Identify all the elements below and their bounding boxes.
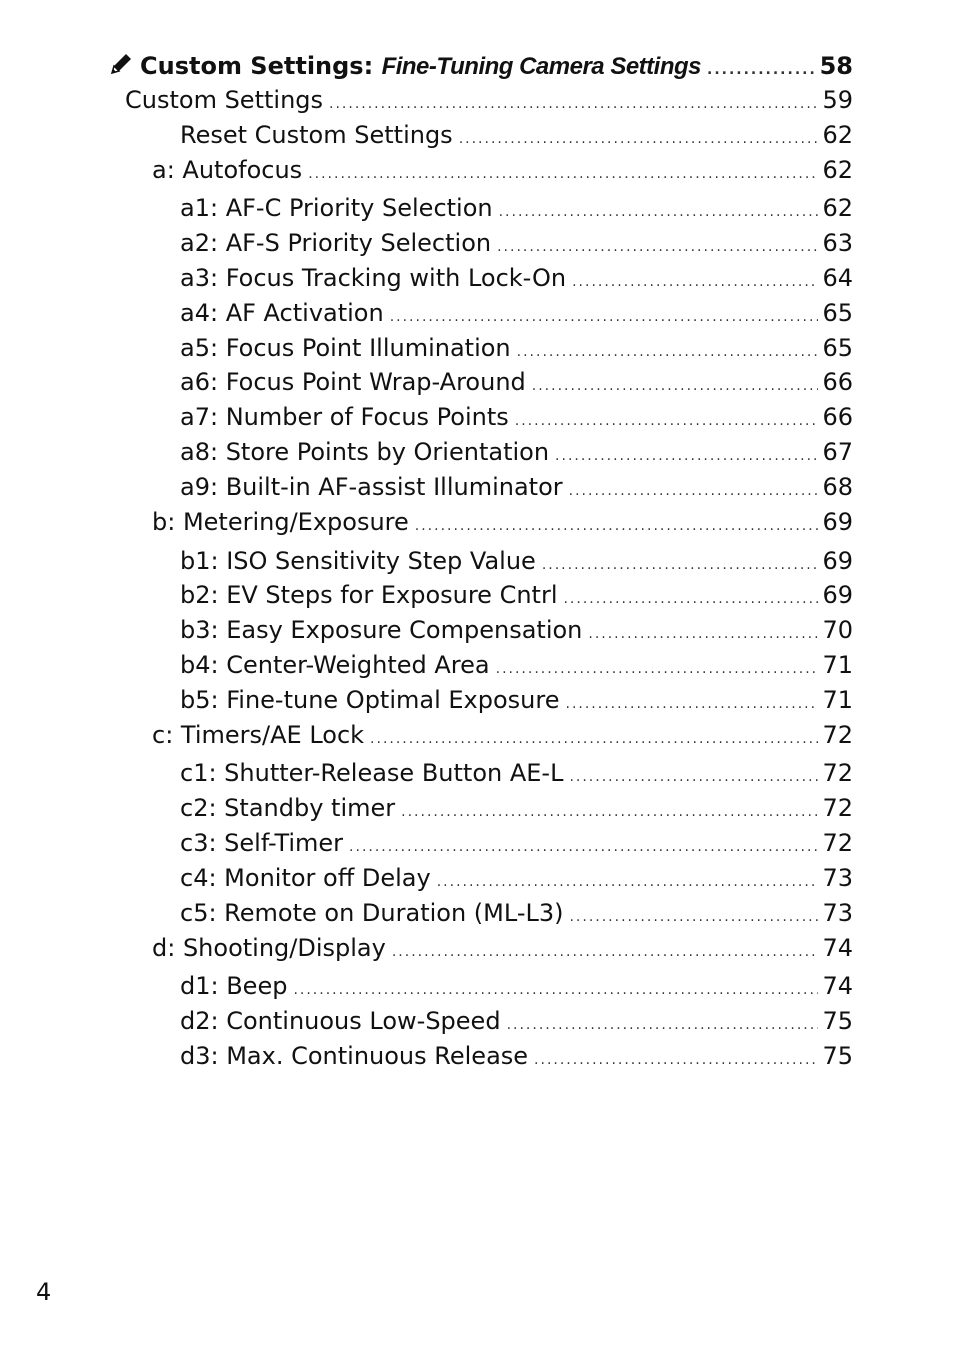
toc-entry[interactable] bbox=[180, 401, 853, 433]
toc-entry-label: b1: ISO Sensitivity Step Value bbox=[180, 547, 536, 575]
toc-entry-label: a7: Number of Focus Points bbox=[180, 403, 509, 431]
dot-leader bbox=[308, 158, 818, 190]
toc-entry[interactable] bbox=[180, 471, 853, 503]
toc-entry-page: 73 bbox=[822, 899, 853, 927]
toc-entry-label: c4: Monitor off Delay bbox=[180, 864, 431, 892]
dot-leader bbox=[707, 54, 816, 86]
toc-entry-page: 73 bbox=[822, 864, 853, 892]
toc-entry-label: a1: AF-C Priority Selection bbox=[180, 194, 493, 222]
toc-entry-label: b3: Easy Exposure Compensation bbox=[180, 616, 583, 644]
toc-entry-page: 70 bbox=[822, 616, 853, 644]
dot-leader bbox=[517, 336, 819, 368]
toc-entry-label: d: Shooting/Display bbox=[152, 934, 386, 962]
chapter-page-number: 58 bbox=[819, 52, 853, 80]
dot-leader bbox=[349, 831, 818, 863]
dot-leader bbox=[569, 475, 819, 507]
toc-entry[interactable] bbox=[180, 684, 853, 716]
toc-entry[interactable] bbox=[180, 649, 853, 681]
toc-entry-label: a: Autofocus bbox=[152, 156, 303, 184]
chapter-subtitle: Fine-Tuning Camera Settings bbox=[381, 53, 701, 80]
dot-leader bbox=[370, 723, 818, 755]
dot-leader bbox=[555, 440, 818, 472]
toc-section[interactable] bbox=[152, 932, 853, 964]
toc-entry-label: a4: AF Activation bbox=[180, 299, 384, 327]
toc-entry-page: 67 bbox=[822, 438, 853, 466]
toc-entry[interactable] bbox=[180, 862, 853, 894]
dot-leader bbox=[507, 1009, 819, 1041]
toc-entry-label: a9: Built-in AF-assist Illuminator bbox=[180, 473, 563, 501]
toc-entry[interactable] bbox=[180, 614, 853, 646]
toc-entry-page: 66 bbox=[822, 368, 853, 396]
toc-entry-page: 72 bbox=[822, 759, 853, 787]
toc-entry-page: 72 bbox=[822, 829, 853, 857]
toc-entry-label: b2: EV Steps for Exposure Cntrl bbox=[180, 581, 558, 609]
dot-leader bbox=[496, 653, 819, 685]
toc-entry-label: a5: Focus Point Illumination bbox=[180, 334, 511, 362]
dot-leader bbox=[569, 761, 818, 793]
toc-entry-page: 69 bbox=[822, 508, 853, 536]
toc-entry-page: 59 bbox=[822, 86, 853, 114]
toc-entry-label: b4: Center-Weighted Area bbox=[180, 651, 490, 679]
toc-entry[interactable] bbox=[180, 297, 853, 329]
toc-entry-page: 64 bbox=[822, 264, 853, 292]
chapter-title: Custom Settings: bbox=[140, 52, 374, 80]
toc-entry-label: c1: Shutter-Release Button AE-L bbox=[180, 759, 564, 787]
toc-entry[interactable] bbox=[180, 332, 853, 364]
toc-entry-page: 74 bbox=[822, 934, 853, 962]
toc-entry-page: 63 bbox=[822, 229, 853, 257]
toc-entry-page: 66 bbox=[822, 403, 853, 431]
dot-leader bbox=[563, 583, 818, 615]
dot-leader bbox=[390, 301, 819, 333]
toc-entry[interactable] bbox=[180, 262, 853, 294]
toc-entry-page: 62 bbox=[822, 156, 853, 184]
dot-leader bbox=[437, 866, 819, 898]
page-number: 4 bbox=[36, 1278, 52, 1306]
toc-entry-page: 62 bbox=[822, 194, 853, 222]
toc-entry-page: 69 bbox=[822, 581, 853, 609]
toc-entry[interactable] bbox=[180, 192, 853, 224]
toc-section[interactable] bbox=[152, 154, 853, 186]
toc-entry-page: 68 bbox=[822, 473, 853, 501]
dot-leader bbox=[392, 936, 819, 968]
toc-entry-label: a6: Focus Point Wrap-Around bbox=[180, 368, 526, 396]
toc-entry-label: b5: Fine-tune Optimal Exposure bbox=[180, 686, 560, 714]
toc-entry-label: c5: Remote on Duration (ML-L3) bbox=[180, 899, 564, 927]
toc-section[interactable] bbox=[152, 506, 853, 538]
toc-entry[interactable] bbox=[180, 827, 853, 859]
toc-entry[interactable] bbox=[180, 119, 853, 151]
pencil-icon bbox=[108, 51, 134, 77]
toc-entry-label: d2: Continuous Low-Speed bbox=[180, 1007, 501, 1035]
dot-leader bbox=[566, 688, 819, 720]
toc-entry[interactable] bbox=[180, 436, 853, 468]
dot-leader bbox=[293, 974, 818, 1006]
toc-entry-label: a2: AF-S Priority Selection bbox=[180, 229, 492, 257]
toc-entry-page: 74 bbox=[822, 972, 853, 1000]
toc-entry[interactable] bbox=[180, 1040, 853, 1072]
toc-entry-page: 65 bbox=[822, 299, 853, 327]
toc-entry-label: Reset Custom Settings bbox=[180, 121, 453, 149]
dot-leader bbox=[415, 510, 819, 542]
dot-leader bbox=[499, 196, 819, 228]
chapter-heading-label bbox=[108, 50, 701, 83]
dot-leader bbox=[329, 88, 818, 120]
dot-leader bbox=[572, 266, 818, 298]
toc-entry-label: c3: Self-Timer bbox=[180, 829, 344, 857]
toc-entry[interactable] bbox=[180, 792, 853, 824]
dot-leader bbox=[534, 1044, 818, 1076]
toc-entry-label: a3: Focus Tracking with Lock-On bbox=[180, 264, 567, 292]
toc-entry-page: 75 bbox=[822, 1042, 853, 1070]
dot-leader bbox=[401, 796, 818, 828]
toc-entry[interactable] bbox=[180, 227, 853, 259]
toc-entry[interactable] bbox=[180, 1005, 853, 1037]
toc-entry-label: Custom Settings bbox=[125, 86, 324, 114]
toc-chapter-heading[interactable] bbox=[108, 50, 853, 82]
toc-entry-page: 71 bbox=[822, 651, 853, 679]
toc-entry-label: d3: Max. Continuous Release bbox=[180, 1042, 529, 1070]
toc-entry-page: 72 bbox=[822, 721, 853, 749]
dot-leader bbox=[569, 901, 818, 933]
toc-entry-page: 65 bbox=[822, 334, 853, 362]
toc-entry-page: 62 bbox=[822, 121, 853, 149]
toc-entry-page: 71 bbox=[822, 686, 853, 714]
toc-entry-page: 69 bbox=[822, 547, 853, 575]
toc-entry[interactable] bbox=[180, 366, 853, 398]
dot-leader bbox=[497, 231, 818, 263]
dot-leader bbox=[459, 123, 819, 155]
toc-entry-label: a8: Store Points by Orientation bbox=[180, 438, 550, 466]
toc-entry-page: 75 bbox=[822, 1007, 853, 1035]
toc-entry[interactable] bbox=[180, 579, 853, 611]
toc-entry-label: c: Timers/AE Lock bbox=[152, 721, 365, 749]
toc-section[interactable] bbox=[152, 719, 853, 751]
dot-leader bbox=[542, 549, 819, 581]
toc-entry-label: b: Metering/Exposure bbox=[152, 508, 409, 536]
toc-entry[interactable] bbox=[180, 757, 853, 789]
toc-entry-label: d1: Beep bbox=[180, 972, 288, 1000]
toc-entry[interactable] bbox=[180, 545, 853, 577]
toc-entry[interactable] bbox=[180, 897, 853, 929]
dot-leader bbox=[588, 618, 818, 650]
toc-entry-label: c2: Standby timer bbox=[180, 794, 396, 822]
toc-entry-page: 72 bbox=[822, 794, 853, 822]
toc-entry[interactable] bbox=[180, 970, 853, 1002]
dot-leader bbox=[515, 405, 819, 437]
toc-entry[interactable] bbox=[125, 84, 853, 116]
dot-leader bbox=[532, 370, 819, 402]
